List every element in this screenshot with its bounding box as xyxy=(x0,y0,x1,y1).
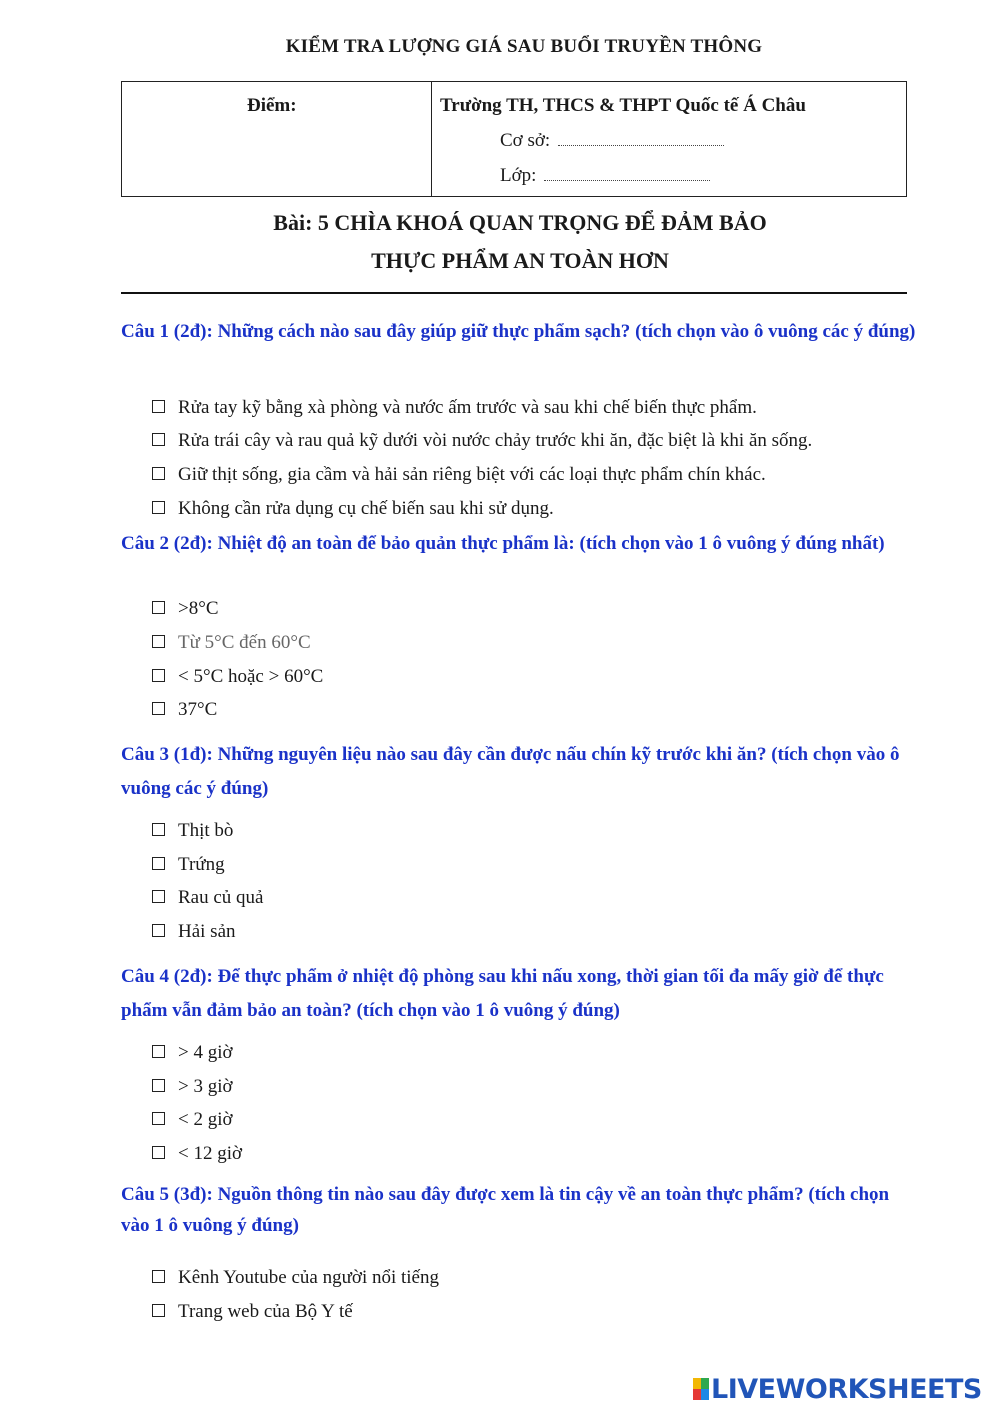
question-1-text: Câu 1 (2đ): Những cách nào sau đây giúp giữ thực phẩm sạch? xyxy=(121,321,631,342)
q3-option-4[interactable] xyxy=(152,921,236,943)
option-label: Hải sản xyxy=(178,921,236,942)
q1-option-1[interactable] xyxy=(152,397,757,419)
q5-option-2[interactable] xyxy=(152,1301,353,1323)
class-label: Lớp: xyxy=(500,165,537,186)
class-field xyxy=(500,165,710,187)
question-4-text: Câu 4 (2đ): Để thực phẩm ở nhiệt độ phòng sau khi nấu xong, thời gian tối đa mấy giờ để thực phẩm vẫn đảm bảo an toàn? (tích chọn vào 1 ô vuông ý đúng) xyxy=(121,966,884,1021)
checkbox[interactable] xyxy=(152,400,165,413)
question-1-note: (tích chọn vào ô vuông các ý đúng) xyxy=(635,321,916,342)
option-label: < 2 giờ xyxy=(178,1109,233,1130)
checkbox[interactable] xyxy=(152,823,165,836)
checkbox[interactable] xyxy=(152,1079,165,1092)
question-2 xyxy=(121,527,921,561)
liveworksheets-logo xyxy=(693,1374,982,1404)
logo-square-2 xyxy=(701,1378,709,1389)
q2-option-2[interactable] xyxy=(152,632,311,654)
option-label: Kênh Youtube của người nổi tiếng xyxy=(178,1267,439,1288)
campus-field xyxy=(500,130,724,152)
q4-option-1[interactable] xyxy=(152,1042,233,1064)
option-label: Trứng xyxy=(178,854,225,875)
info-table xyxy=(121,81,907,197)
logo-text: LIVEWORKSHEETS xyxy=(711,1373,982,1405)
q4-option-3[interactable] xyxy=(152,1109,233,1131)
table-divider xyxy=(431,82,432,196)
q3-option-3[interactable] xyxy=(152,887,263,909)
option-label: Rửa trái cây và rau quả kỹ dưới vòi nước chảy trước khi ăn, đặc biệt là khi ăn sống. xyxy=(178,430,813,451)
checkbox[interactable] xyxy=(152,924,165,937)
checkbox[interactable] xyxy=(152,1045,165,1058)
option-label: 37°C xyxy=(178,699,218,720)
question-3-text: Câu 3 (1đ): Những nguyên liệu nào sau đây cần được nấu chín kỹ trước khi ăn? (tích chọn vào ô vuông các ý đúng) xyxy=(121,744,900,799)
checkbox[interactable] xyxy=(152,635,165,648)
page-title: KIỂM TRA LƯỢNG GIÁ SAU BUỔI TRUYỀN THÔNG xyxy=(285,36,763,57)
checkbox[interactable] xyxy=(152,702,165,715)
checkbox[interactable] xyxy=(152,857,165,870)
q2-option-3[interactable] xyxy=(152,666,323,688)
q3-option-1[interactable] xyxy=(152,820,233,842)
campus-label: Cơ sở: xyxy=(500,130,551,151)
q4-option-2[interactable] xyxy=(152,1076,233,1098)
liveworksheets-logo-icon xyxy=(693,1378,709,1400)
q1-option-2[interactable] xyxy=(152,430,812,452)
lesson-title-line1: Bài: 5 CHÌA KHOÁ QUAN TRỌNG ĐỂ ĐẢM BẢO xyxy=(273,210,767,235)
logo-square-4 xyxy=(701,1389,709,1400)
checkbox[interactable] xyxy=(152,669,165,682)
question-5 xyxy=(121,1179,921,1241)
checkbox[interactable] xyxy=(152,1304,165,1317)
checkbox[interactable] xyxy=(152,890,165,903)
option-label: Từ 5°C đến 60°C xyxy=(178,632,311,653)
question-3 xyxy=(121,738,921,806)
checkbox[interactable] xyxy=(152,601,165,614)
q1-option-4[interactable] xyxy=(152,498,554,520)
title-divider xyxy=(121,292,907,294)
q3-option-2[interactable] xyxy=(152,854,225,876)
lesson-title-line2: THỰC PHẨM AN TOÀN HƠN xyxy=(371,248,669,273)
question-2-text: Câu 2 (2đ): Nhiệt độ an toàn để bảo quản thực phẩm là: (tích chọn vào 1 ô vuông ý đúng nhất) xyxy=(121,533,885,554)
campus-input-line[interactable] xyxy=(558,131,724,146)
option-label: Trang web của Bộ Y tế xyxy=(178,1301,353,1322)
score-label: Điểm: xyxy=(247,95,297,116)
option-label: < 12 giờ xyxy=(178,1143,243,1164)
option-label: > 4 giờ xyxy=(178,1042,233,1063)
option-label: >8°C xyxy=(178,598,219,619)
q1-option-3[interactable] xyxy=(152,464,766,486)
school-name: Trường TH, THCS & THPT Quốc tế Á Châu xyxy=(440,95,806,116)
checkbox[interactable] xyxy=(152,1112,165,1125)
option-label: Không cần rửa dụng cụ chế biến sau khi sử dụng. xyxy=(178,498,554,519)
logo-square-1 xyxy=(693,1378,701,1389)
option-label: Giữ thịt sống, gia cầm và hải sản riêng biệt với các loại thực phẩm chín khác. xyxy=(178,464,766,485)
option-label: < 5°C hoặc > 60°C xyxy=(178,666,324,687)
checkbox[interactable] xyxy=(152,467,165,480)
checkbox[interactable] xyxy=(152,501,165,514)
option-label: > 3 giờ xyxy=(178,1076,233,1097)
checkbox[interactable] xyxy=(152,1270,165,1283)
q5-option-1[interactable] xyxy=(152,1267,439,1289)
option-label: Thịt bò xyxy=(178,820,234,841)
q2-option-4[interactable] xyxy=(152,699,217,721)
q2-option-1[interactable] xyxy=(152,598,219,620)
checkbox[interactable] xyxy=(152,433,165,446)
question-4 xyxy=(121,960,921,1028)
checkbox[interactable] xyxy=(152,1146,165,1159)
question-1 xyxy=(121,315,921,349)
option-label: Rửa tay kỹ bằng xà phòng và nước ấm trước và sau khi chế biến thực phẩm. xyxy=(178,397,757,418)
class-input-line[interactable] xyxy=(544,166,710,181)
logo-square-3 xyxy=(693,1389,701,1400)
q4-option-4[interactable] xyxy=(152,1143,242,1165)
question-5-text: Câu 5 (3đ): Nguồn thông tin nào sau đây được xem là tin cậy về an toàn thực phẩm? (tích chọn vào 1 ô vuông ý đúng) xyxy=(121,1184,890,1236)
option-label: Rau củ quả xyxy=(178,887,264,908)
